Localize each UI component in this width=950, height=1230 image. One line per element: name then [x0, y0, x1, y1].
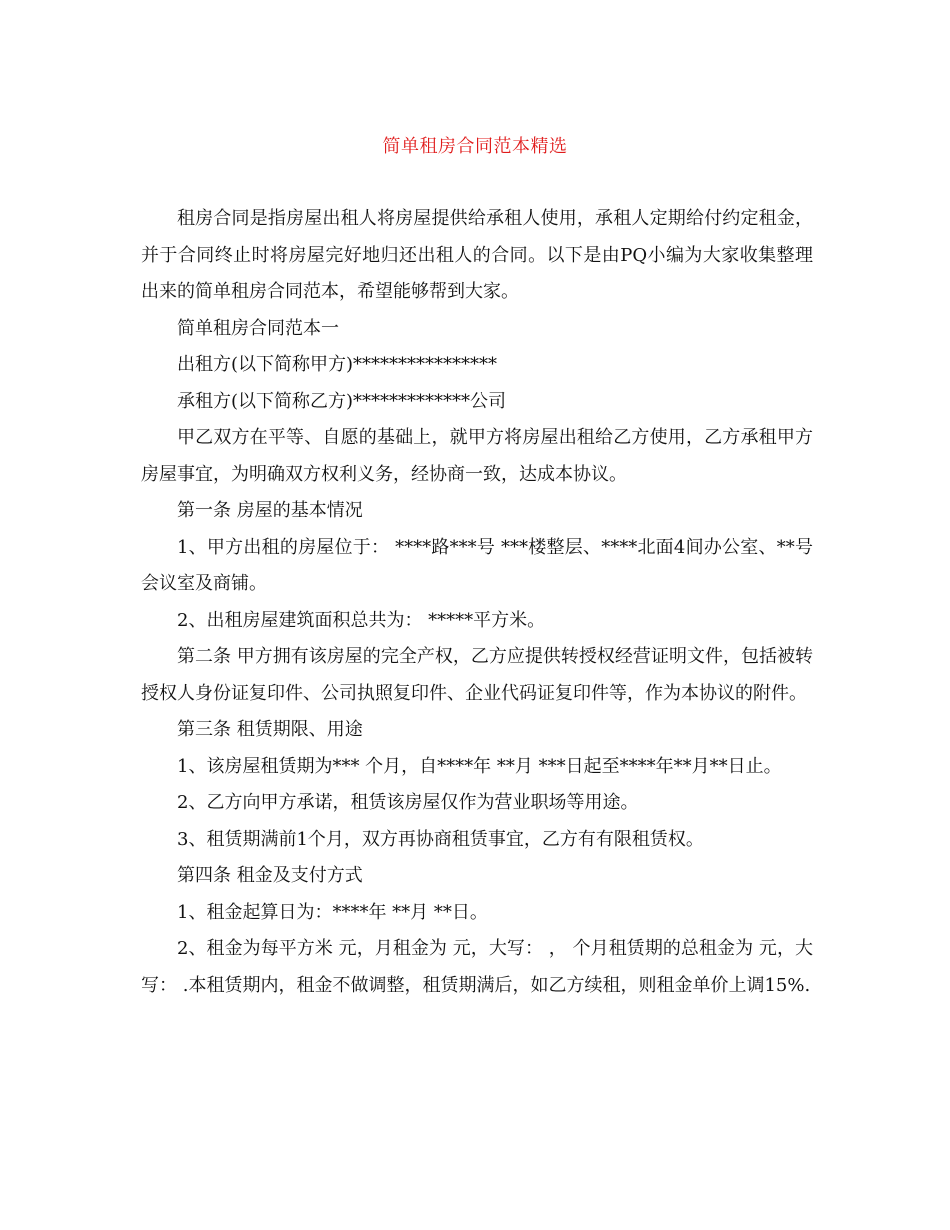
paragraph-article-1-item-1: 1、甲方出租的房屋位于： ****路***号 ***楼整层、****北面4间办公室、**号会议室及商铺。	[141, 536, 813, 594]
paragraph-article-4-item-2: 2、租金为每平方米 元，月租金为 元，大写： ， 个月租赁期的总租金为 元，大写： .本租赁期内，租金不做调整，租赁期满后，如乙方续租，则租金单价上调15%.	[141, 938, 813, 996]
paragraph-intro: 租房合同是指房屋出租人将房屋提供给承租人使用，承租人定期给付约定租金，并于合同终止时将房屋完好地归还出租人的合同。以下是由PQ小编为大家收集整理出来的简单租房合同范本，希望能够帮到大家。	[141, 208, 813, 302]
paragraph-lessee: 承租方(以下简称乙方)*************公司	[177, 390, 507, 412]
paragraph-article-1-item-2: 2、出租房屋建筑面积总共为： *****平方米。	[177, 609, 546, 631]
paragraph-article-3-item-1: 1、该房屋租赁期为*** 个月，自****年 **月 ***日起至****年**月**日止。	[177, 755, 782, 777]
paragraph-lessor: 出租方(以下简称甲方)****************	[177, 354, 498, 375]
paragraph-article-1-heading: 第一条 房屋的基本情况	[177, 500, 363, 521]
paragraph-article-3-heading: 第三条 租赁期限、用途	[177, 719, 363, 740]
paragraph-article-2: 第二条 甲方拥有该房屋的完全产权，乙方应提供转授权经营证明文件，包括被转授权人身份证复印件、公司执照复印件、企业代码证复印件等，作为本协议的附件。	[141, 646, 813, 704]
paragraph-article-3-item-3: 3、租赁期满前1个月，双方再协商租赁事宜，乙方有有限租赁权。	[177, 828, 704, 850]
paragraph-agreement-basis: 甲乙双方在平等、自愿的基础上，就甲方将房屋出租给乙方使用，乙方承租甲方房屋事宜，为明确双方权利义务，经协商一致，达成本协议。	[141, 427, 813, 485]
paragraph-article-3-item-2: 2、乙方向甲方承诺，租赁该房屋仅作为营业职场等用途。	[177, 792, 639, 813]
paragraph-template-heading: 简单租房合同范本一	[177, 317, 339, 339]
document-title: 简单租房合同范本精选	[382, 136, 568, 157]
document-body	[141, 201, 813, 1004]
paragraph-article-4-item-1: 1、租金起算日为：****年 **月 **日。	[177, 901, 488, 923]
paragraph-article-4-heading: 第四条 租金及支付方式	[177, 865, 363, 886]
